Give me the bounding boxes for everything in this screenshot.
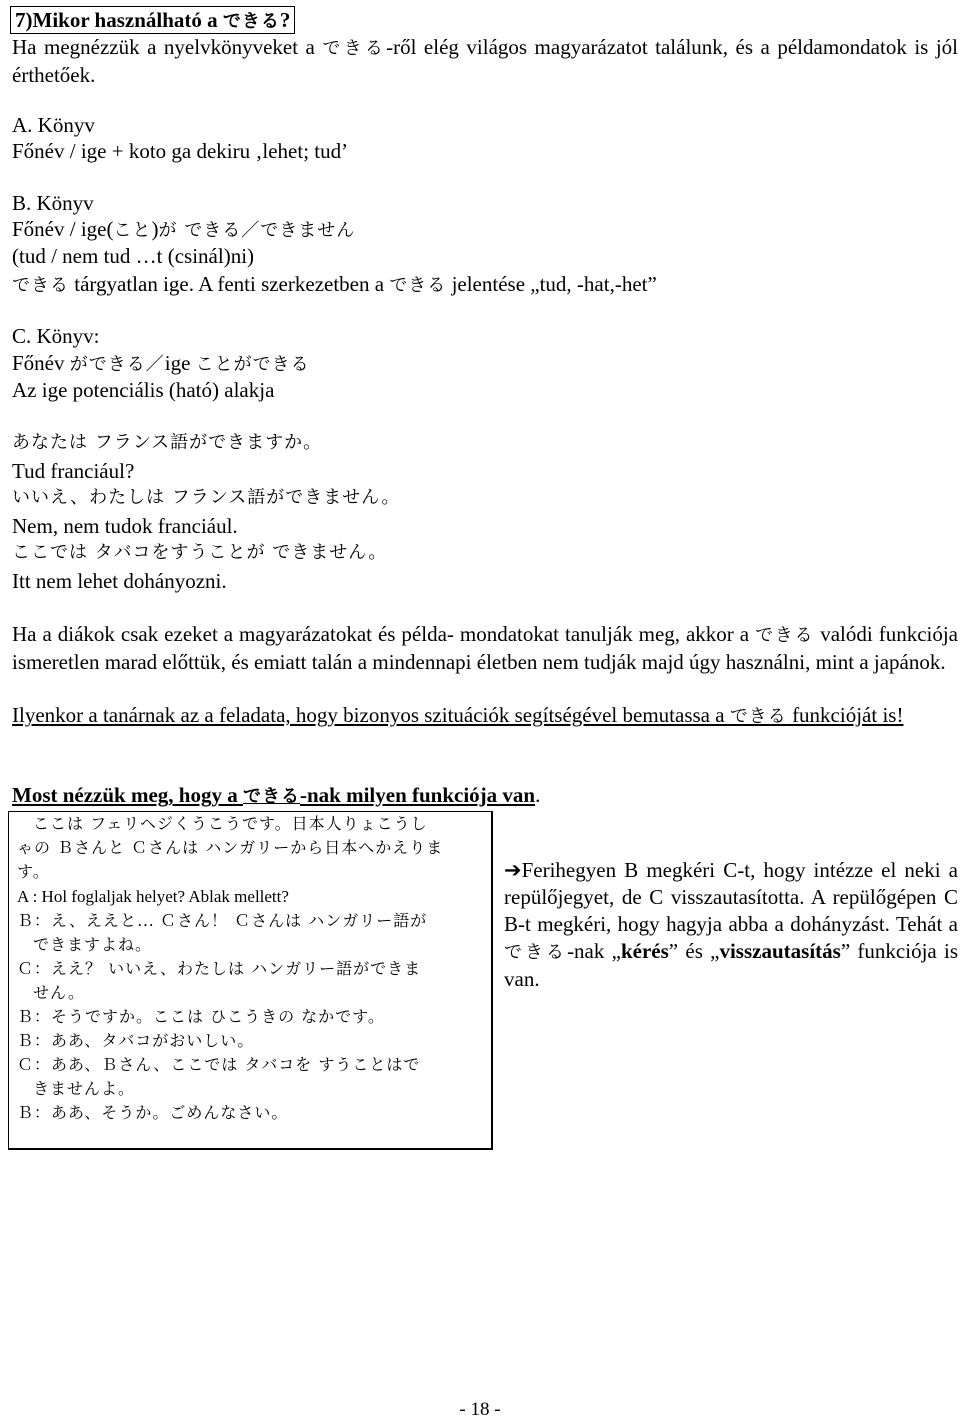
- dialog-b3: Ｂ：ああ、タバコがおいしい。: [17, 1031, 255, 1050]
- dialog-a-line: A : Hol foglaljak helyet? Ablak mellett?: [17, 887, 289, 906]
- explain-paragraph: [12, 621, 958, 676]
- section-heading: [10, 6, 295, 34]
- book-b-line2: (tud / nem tud …t (csinál)ni): [12, 244, 255, 268]
- heading-jp: できる: [222, 11, 280, 32]
- now-heading: [12, 782, 540, 810]
- dialog-c2-cont: きませんよ。: [33, 1079, 136, 1098]
- book-a-text: Főnév / ige + koto ga dekiru ‚lehet; tud’: [12, 139, 349, 163]
- dialog-b1-cont: できますよね。: [33, 935, 153, 954]
- book-b-line3-jp2: できる: [389, 275, 447, 296]
- side-text-2: -nak „: [567, 939, 621, 963]
- dialog-b1-a: Ｂ：え、ええと: [17, 911, 137, 930]
- book-c-line2: Az ige potenciális (ható) alakja: [12, 378, 275, 402]
- task-paragraph: [12, 702, 958, 730]
- book-b-line3-jp1: できる: [12, 275, 69, 296]
- dialog-intro-3: す。: [17, 862, 50, 881]
- dialogue-box: [8, 811, 493, 1150]
- book-b-line1-b: ): [151, 217, 159, 241]
- explain-text-2: valódi funkciója ismeretlen marad előttük, és emiatt talán a mindennapi életben nem tudják majd úgy használni, mint a japánok.: [12, 622, 959, 674]
- now-text-1: Most nézzük meg, hogy a: [12, 783, 243, 807]
- now-jp: できる: [242, 786, 300, 807]
- heading-suffix: ?: [279, 8, 291, 32]
- book-c-line1-a: Főnév: [12, 351, 70, 375]
- intro-text-2: -ről elég világos magyarázatot találunk, és a példamondatok is jól érthetőek.: [12, 35, 958, 87]
- book-c-title: C. Könyv:: [12, 324, 100, 348]
- arrow-icon: ➔: [504, 858, 522, 882]
- page-number: - 18 -: [459, 1399, 501, 1420]
- side-text-3: ” és „: [668, 939, 720, 963]
- book-c-line1-jp2: ことができる: [195, 354, 310, 375]
- book-b-line1: [12, 216, 355, 244]
- dialog-b1-dots: …: [136, 911, 154, 930]
- book-c-line1-b: ige: [164, 351, 196, 375]
- book-c-line1-jp1: ができる／: [69, 354, 165, 375]
- dialog-intro-2: ゃの Ｂさんと Ｃさんは ハンガリーから日本へかえりま: [17, 838, 444, 857]
- dialog-b1: [17, 909, 427, 933]
- book-b-line1-jp2: が できる／できません: [158, 220, 356, 241]
- book-b-title: B. Könyv: [12, 191, 94, 215]
- intro-jp: できる: [322, 38, 387, 59]
- book-b-line3: [12, 271, 657, 299]
- example-3-jp: ここでは タバコをすうことが できません。: [12, 542, 388, 563]
- example-3-hu: Itt nem lehet dohányozni.: [12, 569, 227, 593]
- intro-text-1: Ha megnézzük a nyelvkönyveket a: [12, 35, 323, 59]
- explain-text-1: Ha a diákok csak ezeket a magyarázatokat és példa- mondatokat tanulják meg, akkor a: [12, 622, 756, 646]
- dialog-b2: Ｂ：そうですか。ここは ひこうきの なかです。: [17, 1007, 385, 1026]
- task-jp: できる: [729, 706, 787, 727]
- dialog-b1-b: Ｃさん！ Ｃさんは ハンガリー語が: [153, 911, 428, 930]
- heading-prefix: 7)Mikor használható a: [15, 8, 223, 32]
- dialog-b4: Ｂ：ああ、そうか。ごめんなさい。: [17, 1103, 289, 1122]
- dialog-c2: Ｃ：ああ、Ｂさん、ここでは タバコを すうことはで: [17, 1055, 421, 1074]
- book-c-line1: [12, 350, 310, 378]
- side-text-4: ” funkciója is van.: [504, 939, 958, 991]
- side-text-1: Ferihegyen B megkéri C-t, hogy intézze el neki a repülőjegyet, de C visszautasította. A repülőgépen C B-t megkéri, hogy hagyja abba a dohányzást. Tehát a: [504, 858, 958, 936]
- intro-paragraph: [12, 34, 958, 89]
- now-dot: .: [535, 783, 541, 807]
- example-1-hu: Tud franciául?: [12, 459, 135, 483]
- dialog-intro-1: ここは フェリヘジくうこうです。日本人りょこうし: [33, 814, 428, 833]
- example-2-hu: Nem, nem tudok franciául.: [12, 514, 238, 538]
- side-bold-visszautasitas: visszautasítás: [719, 939, 841, 963]
- book-b-line3-b: jelentése „tud, -hat,-het”: [446, 272, 657, 296]
- explain-jp: できる: [755, 625, 815, 646]
- task-text-1: Ilyenkor a tanárnak az a feladata, hogy bizonyos szituációk segítségével bemutassa a: [12, 703, 730, 727]
- now-text-2: -nak milyen funkciója van: [299, 783, 536, 807]
- book-a-title: A. Könyv: [12, 113, 95, 137]
- side-bold-keres: kérés: [620, 939, 669, 963]
- dialog-c1: Ｃ：ええ？ いいえ、わたしは ハンガリー語ができま: [17, 959, 422, 978]
- example-2-jp: いいえ、わたしは フランス語ができません。: [12, 487, 401, 508]
- book-b-line1-jp1: こと: [113, 220, 152, 241]
- dialog-c1-cont: せん。: [33, 983, 85, 1002]
- side-jp: できる: [504, 942, 568, 963]
- book-b-line1-a: Főnév / ige(: [12, 217, 114, 241]
- book-b-line3-a: tárgyatlan ige. A fenti szerkezetben a: [69, 272, 390, 296]
- function-explanation: [504, 857, 958, 993]
- example-1-jp: あなたは フランス語ができますか。: [12, 432, 323, 453]
- task-text-2: funkcióját is!: [786, 703, 904, 727]
